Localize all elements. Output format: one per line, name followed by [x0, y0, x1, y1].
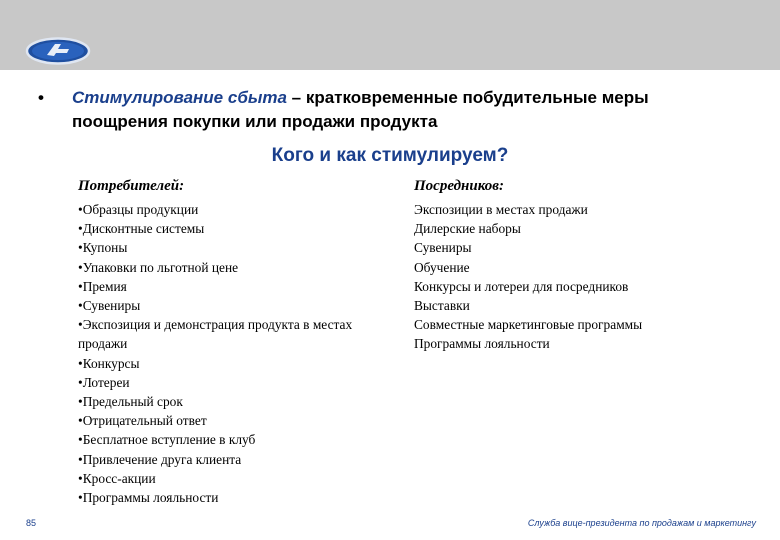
list-item: •Программы лояльности: [78, 490, 219, 506]
lada-logo-icon: [25, 37, 91, 65]
list-item: •Лотереи: [78, 374, 130, 390]
intro-term: Стимулирование сбыта: [72, 88, 287, 107]
intro-text: [72, 86, 738, 134]
consumers-list: [78, 200, 378, 507]
list-item: Программы лояльности: [414, 336, 550, 352]
bullet-dot: •: [38, 88, 44, 107]
list-item: •Кросс-акции: [78, 470, 156, 486]
list-item: Выставки: [414, 298, 470, 314]
consumers-heading: Потребителей:: [78, 178, 185, 194]
list-item: •Образцы продукции: [78, 202, 199, 217]
list-item: Совместные маркетинговые программы: [414, 317, 643, 333]
list-item: •Дисконтные системы: [78, 221, 205, 237]
page-number: 85: [26, 518, 37, 528]
header-band: [0, 0, 780, 70]
list-item: Экспозиции в местах продажи: [414, 202, 588, 217]
list-item: •Предельный срок: [78, 394, 183, 410]
list-item: •Конкурсы: [78, 355, 140, 371]
list-item: •Привлечение друга клиента: [78, 451, 242, 467]
intro-definition: – кратковременные побудительные меры поощрения покупки или продажи продукта: [72, 88, 649, 131]
list-item: Дилерские наборы: [414, 221, 521, 237]
list-item: Обучение: [414, 259, 470, 275]
list-item: Конкурсы и лотереи для посредников: [414, 278, 629, 294]
footer-department: Служба вице-президента по продажам и маркетингу: [527, 518, 756, 528]
intermediaries-heading: Посредников:: [414, 178, 504, 194]
list-item: •Экспозиция и демонстрация продукта в местах продажи: [78, 317, 353, 352]
list-item: •Упаковки по льготной цене: [78, 259, 239, 275]
intermediaries-list: [414, 200, 744, 354]
list-item: •Премия: [78, 278, 127, 294]
subtitle: Кого и как стимулируем?: [271, 145, 509, 166]
list-item: •Сувениры: [78, 298, 141, 314]
list-item: •Бесплатное вступление в клуб: [78, 432, 256, 448]
list-item: •Отрицательный ответ: [78, 413, 207, 429]
list-item: Сувениры: [414, 240, 472, 256]
list-item: •Купоны: [78, 240, 128, 256]
